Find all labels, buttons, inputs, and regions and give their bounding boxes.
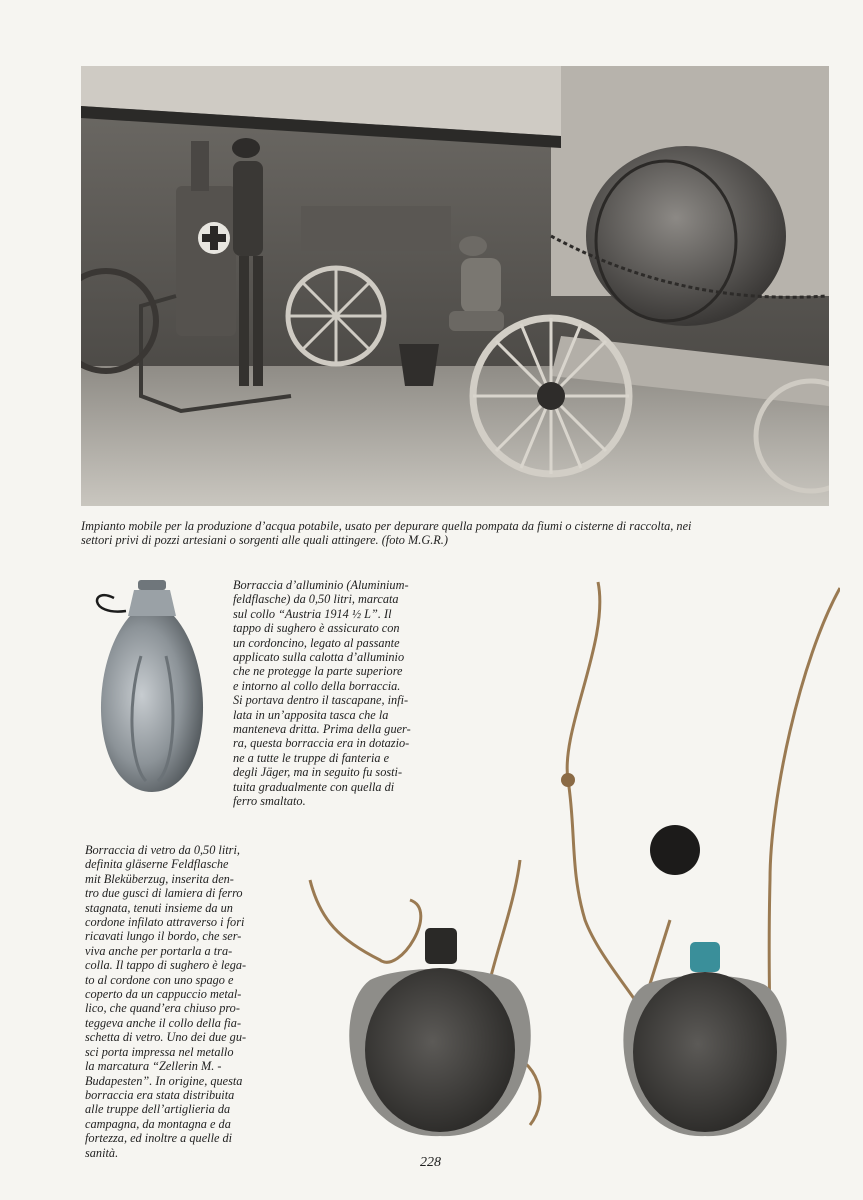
glass-canteen-description: Borraccia di vetro da 0,50 litri, definita gläserne Feldflasche mit Bleküberzug, inserita den- tro due gusci di lamiera di ferro stagnata, tenuti insieme da un cordone infilato attraverso i fori ricavati lungo il bordo, che ser- viva anche per portarla a tra- colla. Il tappo di sughero è lega- to al cordone con uno spago e coperto da un cappuccio metal- lico, che quand’era chiuso pro- teggeva anche il collo della fia- schetta di vetro. Uno dei due gu- sci porta impressa nel metallo la marcatura “Zellerin M. - Budapesten”. In origine, questa borraccia era stata distribuita alle truppe dell’artiglieria da campagna, da montagna e da fortezza, ed inoltre a quelle di sanità. <box>85 843 247 1160</box>
mobile-water-plant-photo <box>81 66 829 506</box>
photo-caption: Impianto mobile per la produzione d’acqua potabile, usato per depurare quella pompata da fiumi o cisterne di raccolta, nei settori privi di pozzi artesiani o sorgenti alle quali attingere. (foto M.G.R.) <box>81 519 692 547</box>
page-number: 228 <box>420 1155 441 1170</box>
aluminium-canteen-image <box>86 576 218 796</box>
aluminium-canteen-description: Borraccia d’alluminio (Aluminium- feldflasche) da 0,50 litri, marcata sul collo “Austria 1914 ½ L”. Il tappo di sughero è assicurato con un cordoncino, legato al passante applicato sulla calotta d’alluminio che ne protegge la parte superiore e intorno al collo della borraccia. Si portava dentro il tascapane, infi- lata in un’apposita tasca che la manteneva dritta. Prima della guer- ra, questa borraccia era in dotazio- ne a tutte le truppe di fanteria e degli Jäger, ma in seguito fu sosti- tuita gradualmente con quella di ferro smaltato. <box>233 578 411 809</box>
glass-canteens-image <box>300 580 840 1140</box>
